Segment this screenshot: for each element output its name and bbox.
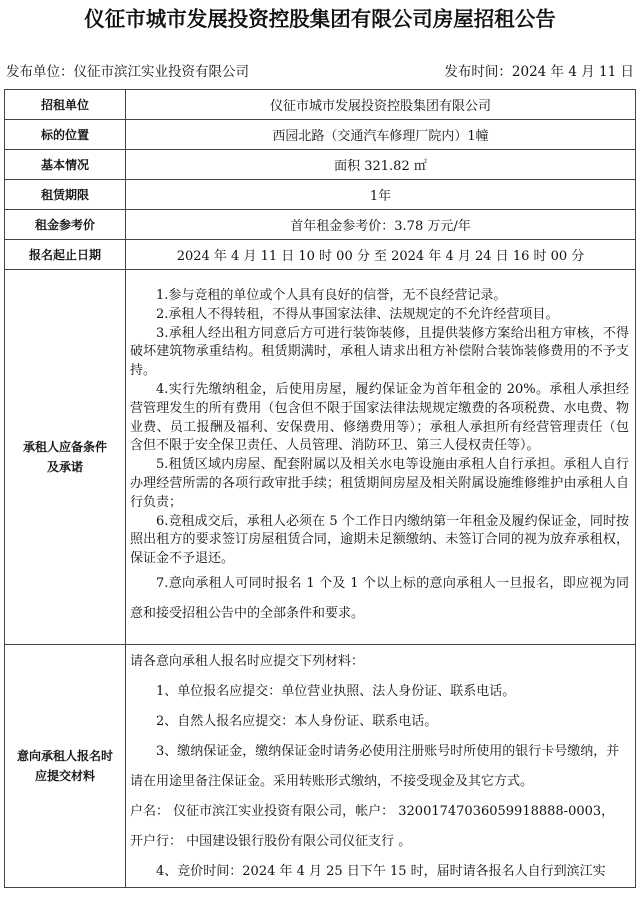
table-row	[5, 150, 636, 180]
material-item: 3、缴纳保证金，缴纳保证金时请务必使用注册账号时所使用的银行卡号缴纳，并请在用途里备注保证金。采用转账形式缴纳，不接受现金及其它方式。	[130, 744, 620, 789]
condition-item: 2.承租人不得转租，不得从事国家法律、法规规定的不允许经营项目。	[156, 306, 559, 322]
condition-item: 6.竞租成交后，承租人必须在 5 个工作日内缴纳第一年租金及履约保证金，同时按照出租方的要求签订房屋租赁合同，逾期未足额缴纳、未签订合同的视为放弃承租权，保证金不予退还。	[130, 513, 629, 567]
row-label: 基本情况	[5, 150, 126, 180]
materials-label-line1: 意向承租人报名时	[16, 749, 113, 763]
table-row	[5, 180, 636, 210]
row-value: 西园北路（交通汽车修理厂院内）1幢	[126, 120, 636, 150]
condition-item: 4.实行先缴纳租金，后使用房屋，履约保证金为首年租金的 20%。承租人承担经营管理发生的所有费用（包含但不限于国家法律法规规定缴费的各项税费、水电费、物业费、员工报酬及福利、安保费用、修缮费用等）；承租人承担所有经营管理责任（包含但不限于安全保卫责任、人员管理、消防环卫、第三人侵权责任等）。	[130, 382, 629, 454]
table-row	[5, 240, 636, 270]
row-value: 首年租金参考价：3.78 万元/年	[126, 210, 636, 240]
row-label: 租赁期限	[5, 180, 126, 210]
account-info: 户名： 仪征市滨江实业投资有限公司，帐户： 32001747036059918888-0003，	[130, 804, 615, 819]
row-value: 仪征市城市发展投资控股集团有限公司	[126, 90, 636, 120]
table-row	[5, 210, 636, 240]
table-row	[5, 120, 636, 150]
table-row	[5, 90, 636, 120]
bank-info: 开户行： 中国建设银行股份有限公司仪征支行 。	[130, 834, 412, 849]
table-row	[5, 270, 636, 645]
conditions-label	[5, 270, 126, 645]
publisher: 发布单位：仪征市滨江实业投资有限公司	[6, 64, 249, 80]
row-label: 招租单位	[5, 90, 126, 120]
materials-label	[5, 645, 126, 888]
row-value: 1年	[126, 180, 636, 210]
condition-item: 7.意向承租人可同时报名 1 个及 1 个以上标的意向承租人一旦报名，即应视为同意和接受招租公告中的全部条件和要求。	[130, 575, 629, 621]
materials-label-line2: 应提交材料	[34, 769, 95, 783]
table-row	[5, 645, 636, 888]
row-label: 报名起止日期	[5, 240, 126, 270]
condition-item: 3.承租人经出租方同意后方可进行装饰装修，且提供装修方案给出租方审核，不得破坏建筑物承重结构。租赁期满时，承租人请求出租方补偿附合装饰装修费用的不予支持。	[130, 325, 629, 379]
conditions-content	[126, 270, 636, 645]
condition-item: 1.参与竞租的单位或个人具有良好的信誉，无不良经营记录。	[156, 288, 507, 304]
notice-table	[4, 89, 636, 888]
condition-item: 5.租赁区域内房屋、配套附属以及相关水电等设施由承租人自行承担。承租人自行办理经营所需的各项行政审批手续；租赁期间房屋及相关附属设施维修维护由承租人自行负责；	[130, 457, 629, 510]
materials-content	[126, 645, 636, 888]
row-label: 租金参考价	[5, 210, 126, 240]
row-value: 面积 321.82 ㎡	[126, 150, 636, 180]
material-item: 2、自然人报名应提交：本人身份证、联系电话。	[156, 714, 438, 729]
material-item: 4、竞价时间：2024 年 4 月 25 日下午 15 时，届时请各报名人自行到滨江实	[156, 864, 606, 879]
material-item: 1、单位报名应提交：单位营业执照、法人身份证、联系电话。	[156, 684, 516, 699]
row-value: 2024 年 4 月 11 日 10 时 00 分 至 2024 年 4 月 24 日 16 时 00 分	[126, 240, 636, 270]
conditions-label-line1: 承租人应备条件	[22, 440, 107, 454]
publish-time: 发布时间：2024 年 4 月 11 日	[444, 64, 634, 80]
conditions-label-line2: 及承诺	[46, 460, 83, 474]
page-title: 仪征市城市发展投资控股集团有限公司房屋招租公告	[84, 7, 556, 31]
materials-intro: 请各意向承租人报名时应提交下列材料：	[130, 654, 365, 669]
row-label: 标的位置	[5, 120, 126, 150]
